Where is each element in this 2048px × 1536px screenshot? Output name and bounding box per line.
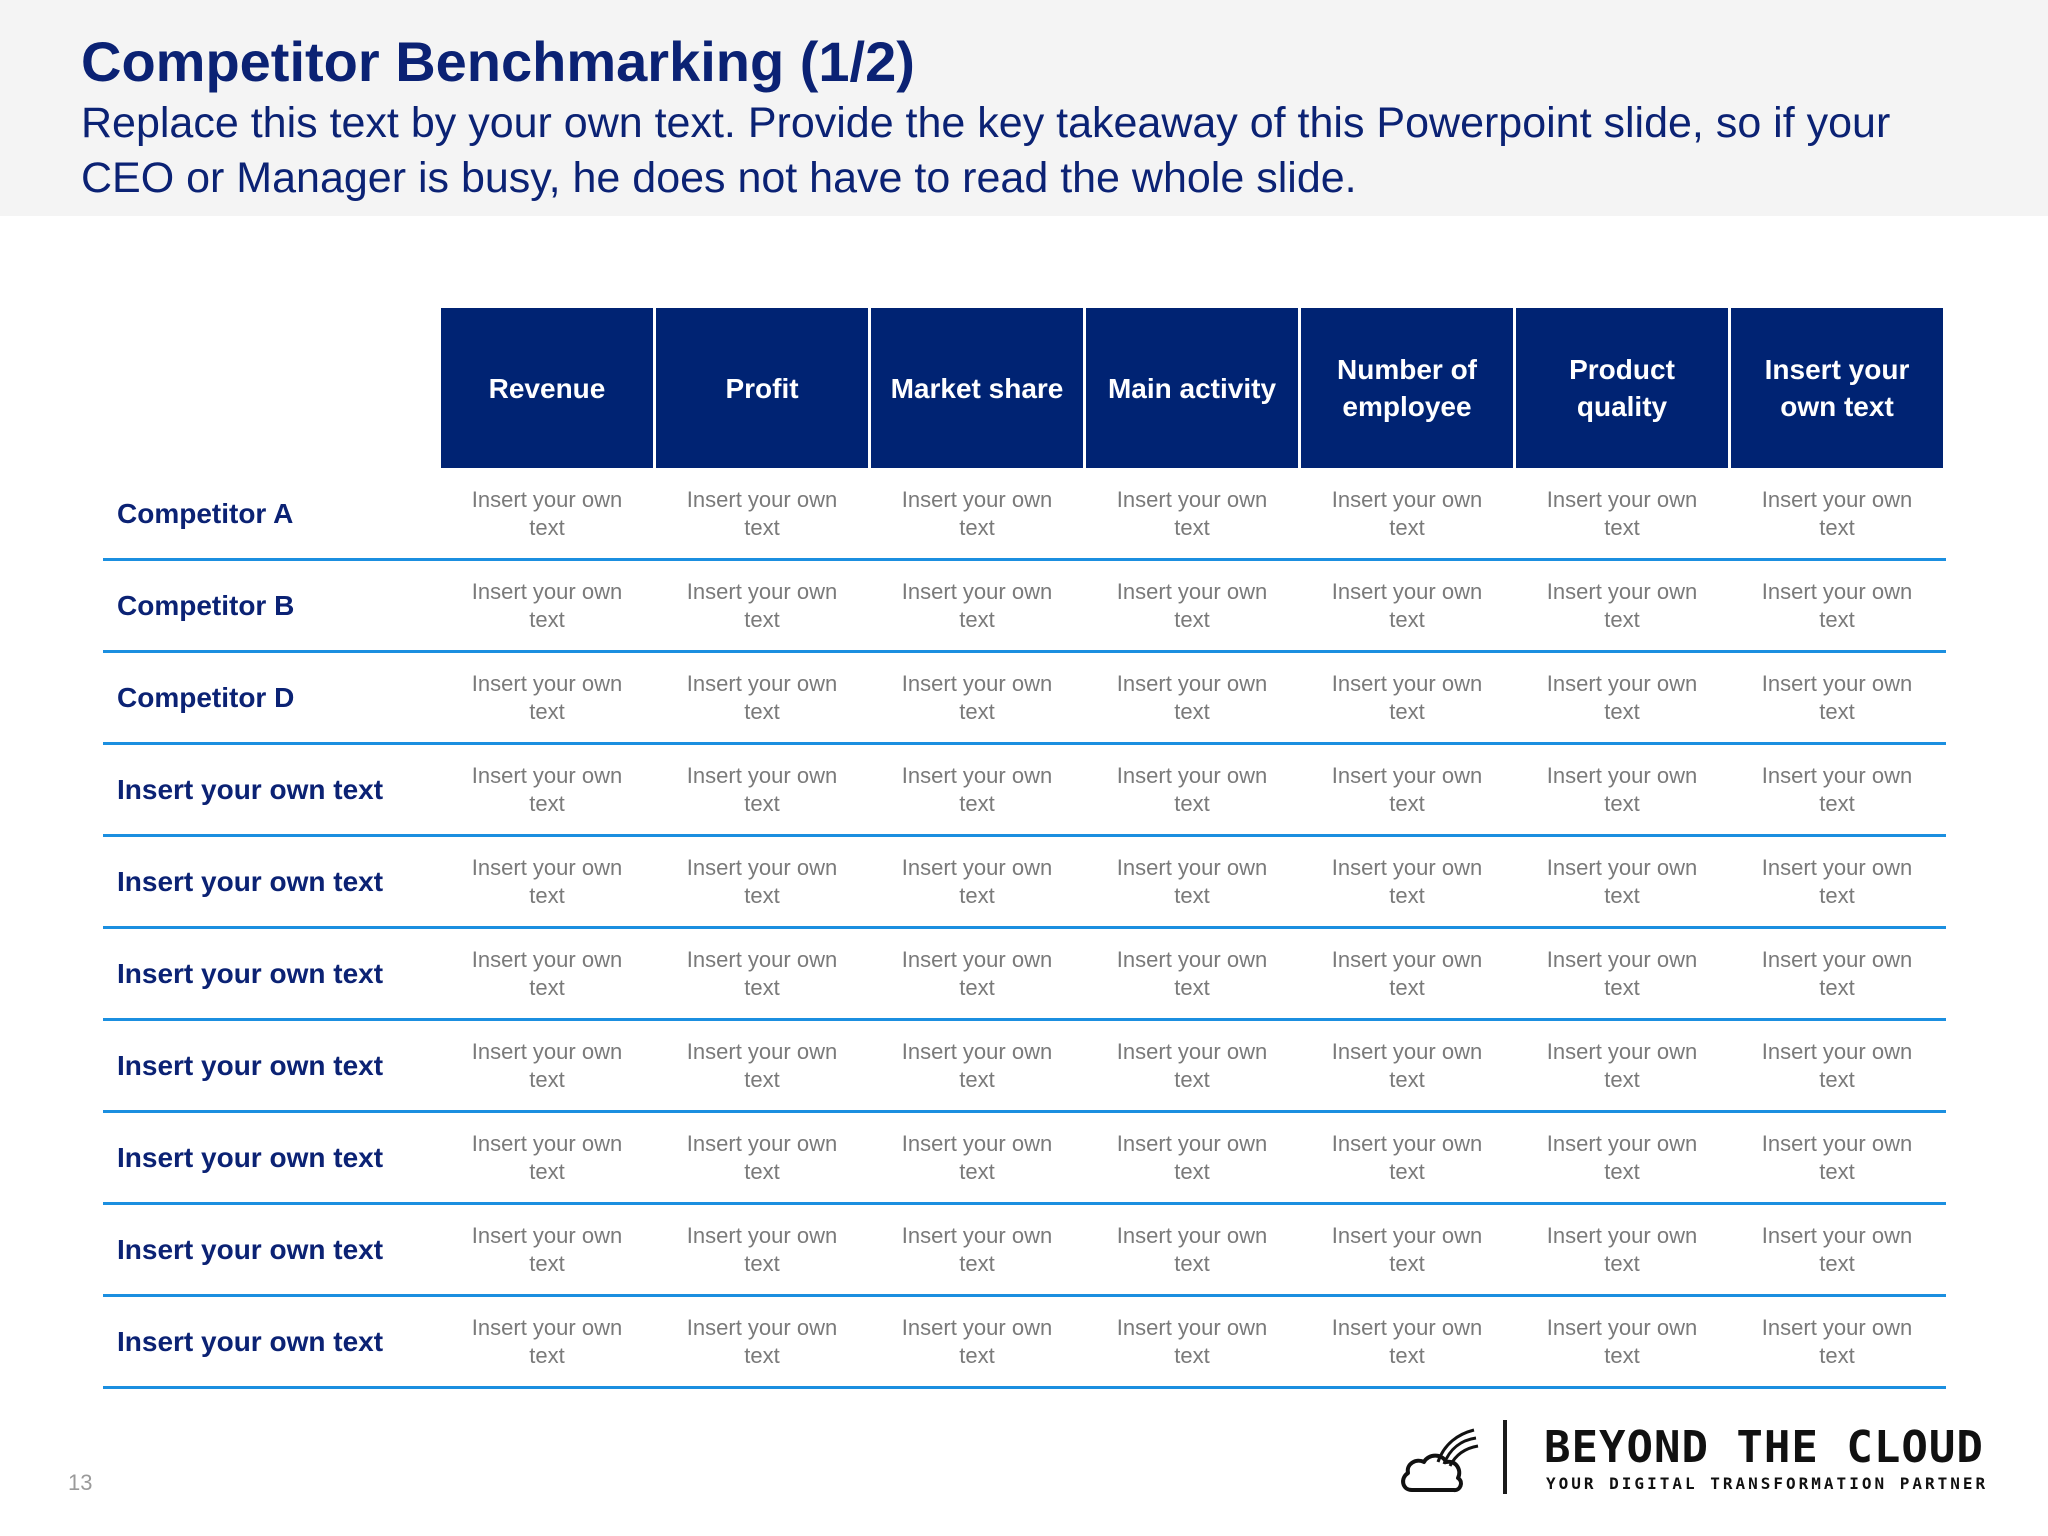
cell-text: Insert your own text [1761, 670, 1913, 724]
cell-text: Insert your own text [471, 486, 623, 540]
cell-text: Insert your own text [471, 762, 623, 816]
table-cell [656, 1297, 868, 1386]
column-header: Insert your own text [1731, 308, 1943, 468]
column-header: Number of employee [1301, 308, 1513, 468]
page-number: 13 [68, 1470, 93, 1495]
row-label: Insert your own text [117, 865, 384, 897]
cell-text: Insert your own text [686, 1130, 838, 1184]
table-cell [1731, 561, 1943, 650]
cell-text: Insert your own text [1546, 670, 1698, 724]
table-row [103, 1297, 1946, 1389]
table-cell [1301, 1021, 1513, 1110]
table-cell [871, 1205, 1083, 1294]
table-cell [1516, 1205, 1728, 1294]
cell-text: Insert your own text [1761, 1222, 1913, 1276]
cell-text: Insert your own text [1761, 578, 1913, 632]
table-cell [871, 745, 1083, 834]
cell-text: Insert your own text [1546, 1314, 1698, 1368]
table-cell [1516, 1113, 1728, 1202]
column-header: Product quality [1516, 308, 1728, 468]
row-label: Insert your own text [117, 1049, 384, 1081]
logo-divider [1503, 1420, 1507, 1494]
cell-text: Insert your own text [686, 1222, 838, 1276]
cell-text: Insert your own text [471, 1130, 623, 1184]
cell-text: Insert your own text [1761, 1038, 1913, 1092]
table-cell [1731, 1113, 1943, 1202]
column-header: Revenue [441, 308, 653, 468]
cell-text: Insert your own text [901, 670, 1053, 724]
cell-text: Insert your own text [901, 1130, 1053, 1184]
row-label: Insert your own text [117, 957, 384, 989]
table-cell [656, 837, 868, 926]
cell-text: Insert your own text [686, 946, 838, 1000]
cell-text: Insert your own text [471, 578, 623, 632]
table-cell [1301, 1113, 1513, 1202]
table-cell [1516, 561, 1728, 650]
table-row [103, 1021, 1946, 1113]
cell-text: Insert your own text [1546, 1038, 1698, 1092]
cell-text: Insert your own text [686, 1038, 838, 1092]
logo-name: BEYOND THE CLOUD [1544, 1422, 1984, 1473]
cell-text: Insert your own text [471, 1038, 623, 1092]
table-row [103, 469, 1946, 561]
table-cell [1731, 1205, 1943, 1294]
logo-tagline: YOUR DIGITAL TRANSFORMATION PARTNER [1546, 1474, 1989, 1493]
cell-text: Insert your own text [901, 1038, 1053, 1092]
table-cell [441, 837, 653, 926]
slide-title: Competitor Benchmarking (1/2) [81, 30, 915, 93]
cell-text: Insert your own text [1116, 1130, 1268, 1184]
table-cell [1516, 1297, 1728, 1386]
table-cell [441, 1205, 653, 1294]
cell-text: Insert your own text [1116, 1038, 1268, 1092]
cell-text: Insert your own text [1331, 1038, 1483, 1092]
table-cell [441, 745, 653, 834]
table-cell [1086, 1205, 1298, 1294]
table-cell [1301, 929, 1513, 1018]
table-cell [1086, 469, 1298, 558]
table-cell [1731, 1021, 1943, 1110]
table-cell [1731, 1297, 1943, 1386]
cell-text: Insert your own text [1761, 854, 1913, 908]
table-cell [656, 469, 868, 558]
cell-text: Insert your own text [686, 854, 838, 908]
table-row [103, 561, 1946, 653]
cell-text: Insert your own text [1331, 578, 1483, 632]
slide-subtitle: Replace this text by your own text. Provide the key takeaway of this Powerpoint slide, so if your CEO or Manager is busy, he does not have to read the whole slide. [81, 99, 1891, 202]
table-cell [1086, 1113, 1298, 1202]
table-cell [1086, 1297, 1298, 1386]
cell-text: Insert your own text [1761, 762, 1913, 816]
cell-text: Insert your own text [686, 578, 838, 632]
table-cell [441, 1297, 653, 1386]
cell-text: Insert your own text [1546, 762, 1698, 816]
table-row [103, 1113, 1946, 1205]
row-label: Competitor D [117, 681, 295, 713]
table-cell [1516, 653, 1728, 742]
row-label: Insert your own text [117, 1141, 384, 1173]
table-cell [441, 469, 653, 558]
cell-text: Insert your own text [1546, 1222, 1698, 1276]
table-cell [871, 929, 1083, 1018]
cell-text: Insert your own text [1761, 946, 1913, 1000]
cell-text: Insert your own text [1546, 946, 1698, 1000]
table-cell [1516, 1021, 1728, 1110]
table-cell [1301, 745, 1513, 834]
row-label: Insert your own text [117, 1325, 384, 1357]
table-cell [656, 745, 868, 834]
cell-text: Insert your own text [1116, 1314, 1268, 1368]
cell-text: Insert your own text [1761, 1130, 1913, 1184]
cell-text: Insert your own text [901, 1314, 1053, 1368]
row-label: Competitor A [117, 497, 294, 529]
table-row [103, 1205, 1946, 1297]
cell-text: Insert your own text [1331, 946, 1483, 1000]
cell-text: Insert your own text [1116, 762, 1268, 816]
table-row [103, 837, 1946, 929]
table-row [103, 745, 1946, 837]
cell-text: Insert your own text [1331, 670, 1483, 724]
cell-text: Insert your own text [1116, 486, 1268, 540]
cell-text: Insert your own text [686, 1314, 838, 1368]
table-cell [1731, 837, 1943, 926]
cell-text: Insert your own text [1331, 762, 1483, 816]
table-cell [441, 1113, 653, 1202]
table-cell [1301, 1297, 1513, 1386]
table-cell [1086, 561, 1298, 650]
table-cell [1516, 745, 1728, 834]
column-header: Profit [656, 308, 868, 468]
row-label: Insert your own text [117, 1233, 384, 1265]
cell-text: Insert your own text [901, 762, 1053, 816]
table-cell [656, 653, 868, 742]
table-cell [656, 561, 868, 650]
cell-text: Insert your own text [1546, 1130, 1698, 1184]
cell-text: Insert your own text [1331, 854, 1483, 908]
table-row [103, 929, 1946, 1021]
table-cell [1731, 653, 1943, 742]
cell-text: Insert your own text [1116, 854, 1268, 908]
cell-text: Insert your own text [1116, 578, 1268, 632]
row-divider [103, 1386, 1946, 1389]
cell-text: Insert your own text [1116, 670, 1268, 724]
cell-text: Insert your own text [471, 1222, 623, 1276]
column-header: Market share [871, 308, 1083, 468]
table-cell [1301, 1205, 1513, 1294]
table-cell [1086, 837, 1298, 926]
table-cell [871, 1297, 1083, 1386]
cell-text: Insert your own text [686, 486, 838, 540]
table-cell [656, 1113, 868, 1202]
table-cell [1301, 561, 1513, 650]
cell-text: Insert your own text [901, 854, 1053, 908]
table-cell [656, 1021, 868, 1110]
cell-text: Insert your own text [901, 486, 1053, 540]
table-cell [1086, 1021, 1298, 1110]
cell-text: Insert your own text [901, 1222, 1053, 1276]
cell-text: Insert your own text [1761, 486, 1913, 540]
table-cell [871, 1113, 1083, 1202]
cell-text: Insert your own text [1331, 1222, 1483, 1276]
table-cell [441, 653, 653, 742]
table-cell [1301, 837, 1513, 926]
cell-text: Insert your own text [686, 762, 838, 816]
table-cell [1086, 929, 1298, 1018]
cell-text: Insert your own text [471, 946, 623, 1000]
company-logo [1400, 1420, 2030, 1500]
cell-text: Insert your own text [1546, 578, 1698, 632]
table-cell [441, 1021, 653, 1110]
table-cell [1731, 745, 1943, 834]
row-label: Insert your own text [117, 773, 384, 805]
table-cell [1516, 837, 1728, 926]
cell-text: Insert your own text [1546, 486, 1698, 540]
cell-text: Insert your own text [1331, 1314, 1483, 1368]
cell-text: Insert your own text [686, 670, 838, 724]
table-cell [1301, 469, 1513, 558]
column-header: Main activity [1086, 308, 1298, 468]
table-cell [656, 1205, 868, 1294]
table-cell [1731, 469, 1943, 558]
cell-text: Insert your own text [1116, 1222, 1268, 1276]
cell-text: Insert your own text [471, 854, 623, 908]
table-cell [871, 837, 1083, 926]
table-cell [656, 929, 868, 1018]
cell-text: Insert your own text [471, 1314, 623, 1368]
table-cell [871, 469, 1083, 558]
table-cell [871, 653, 1083, 742]
table-cell [871, 1021, 1083, 1110]
table-cell [441, 561, 653, 650]
cell-text: Insert your own text [901, 946, 1053, 1000]
cell-text: Insert your own text [1116, 946, 1268, 1000]
table-row [103, 653, 1946, 745]
cell-text: Insert your own text [1761, 1314, 1913, 1368]
table-cell [1516, 929, 1728, 1018]
table-cell [1301, 653, 1513, 742]
table-cell [1086, 745, 1298, 834]
cell-text: Insert your own text [1546, 854, 1698, 908]
cell-text: Insert your own text [471, 670, 623, 724]
table-cell [1086, 653, 1298, 742]
cell-text: Insert your own text [901, 578, 1053, 632]
table-cell [1731, 929, 1943, 1018]
table-cell [441, 929, 653, 1018]
cell-text: Insert your own text [1331, 486, 1483, 540]
table-cell [871, 561, 1083, 650]
table-cell [1516, 469, 1728, 558]
cloud-icon [1400, 1424, 1480, 1498]
row-label: Competitor B [117, 589, 295, 621]
cell-text: Insert your own text [1331, 1130, 1483, 1184]
